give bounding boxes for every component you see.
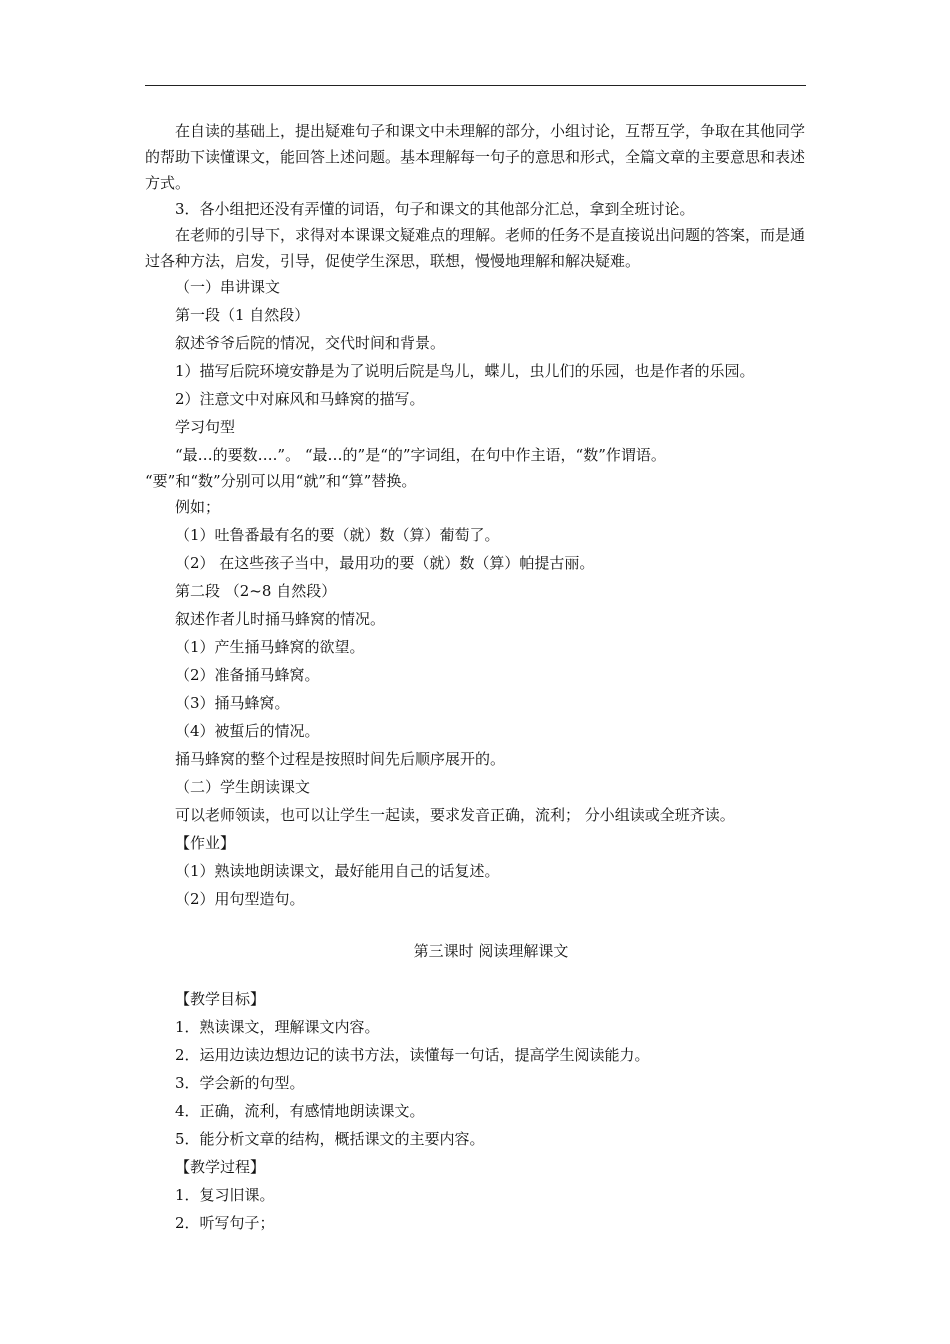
point-two: 2）注意文中对麻风和马蜂窝的描写。 [175, 390, 425, 408]
paragraph-one-title: 第一段（1 自然段） [175, 306, 310, 324]
paragraph-one-summary: 叙述爷爷后院的情况，交代时间和背景。 [175, 334, 446, 352]
goal-item: 5．能分析文章的结构，概括课文的主要内容。 [175, 1130, 485, 1148]
process-item: 1．复习旧课。 [175, 1186, 275, 1204]
paragraph-two-title: 第二段 （2~8 自然段） [175, 582, 337, 600]
homework-item: （2）用句型造句。 [175, 890, 305, 908]
process-item: 2．听写句子； [175, 1214, 275, 1232]
sentence-pattern-line-1: “最…的要数….”。 “最…的”是“的”字词组，在句中作主语，“数”作谓语。 [175, 446, 666, 464]
teaching-goals-heading: 【教学目标】 [175, 990, 266, 1008]
sentence-pattern-line-2: “要”和“数”分别可以用“就”和“算”替换。 [145, 472, 417, 490]
spacer [145, 964, 807, 986]
section-heading-explain: （一）串讲课文 [175, 278, 281, 296]
paragraph-two-conclusion: 捅马蜂窝的整个过程是按照时间先后顺序展开的。 [175, 750, 506, 768]
sentence-pattern-explanation [145, 442, 807, 494]
goal-item: 4．正确，流利，有感情地朗读课文。 [175, 1102, 425, 1120]
spacer [145, 914, 807, 938]
section-heading-reading: （二）学生朗读课文 [175, 778, 311, 796]
paragraph-two-summary: 叙述作者儿时捅马蜂窝的情况。 [175, 610, 386, 628]
paragraph-self-reading: 在自读的基础上，提出疑难句子和课文中未理解的部分，小组讨论，互帮互学，争取在其他同学的帮助下读懂课文，能回答上述问题。基本理解每一句子的意思和形式，全篇文章的主要意思和表述方式。 [145, 122, 806, 192]
reading-instructions: 可以老师领读，也可以让学生一起读，要求发音正确，流利； 分小组读或全班齐读。 [175, 806, 735, 824]
example-sentence-1: （1）吐鲁番最有名的要（就）数（算）葡萄了。 [175, 526, 500, 544]
document-body [145, 118, 807, 1238]
paragraph-teacher-guidance: 在老师的引导下，求得对本课课文疑难点的理解。老师的任务不是直接说出问题的答案，而是通过各种方法，启发，引导，促使学生深思，联想，慢慢地理解和解决疑难。 [145, 226, 806, 270]
goal-item: 2．运用边读边想边记的读书方法，读懂每一句话，提高学生阅读能力。 [175, 1046, 650, 1064]
lesson-three-title: 第三课时 阅读理解课文 [413, 942, 569, 960]
list-item: （1）产生捅马蜂窝的欲望。 [175, 638, 365, 656]
paragraph-group-summary: 3．各小组把还没有弄懂的词语，句子和课文的其他部分汇总，拿到全班讨论。 [175, 200, 695, 218]
point-one: 1）描写后院环境安静是为了说明后院是鸟儿，蝶儿，虫儿们的乐园，也是作者的乐园。 [175, 362, 755, 380]
homework-heading: 【作业】 [175, 834, 236, 852]
example-label: 例如； [175, 498, 221, 516]
goal-item: 1．熟读课文，理解课文内容。 [175, 1018, 380, 1036]
example-sentence-2: （2） 在这些孩子当中，最用功的要（就）数（算）帕提古丽。 [175, 554, 595, 572]
list-item: （2）准备捅马蜂窝。 [175, 666, 320, 684]
goal-item: 3．学会新的句型。 [175, 1074, 305, 1092]
homework-item: （1）熟读地朗读课文，最好能用自己的话复述。 [175, 862, 500, 880]
list-item: （4）被蜇后的情况。 [175, 722, 320, 740]
sentence-pattern-title: 学习句型 [175, 418, 236, 436]
header-rule [145, 85, 806, 86]
list-item: （3）捅马蜂窝。 [175, 694, 290, 712]
teaching-process-heading: 【教学过程】 [175, 1158, 266, 1176]
